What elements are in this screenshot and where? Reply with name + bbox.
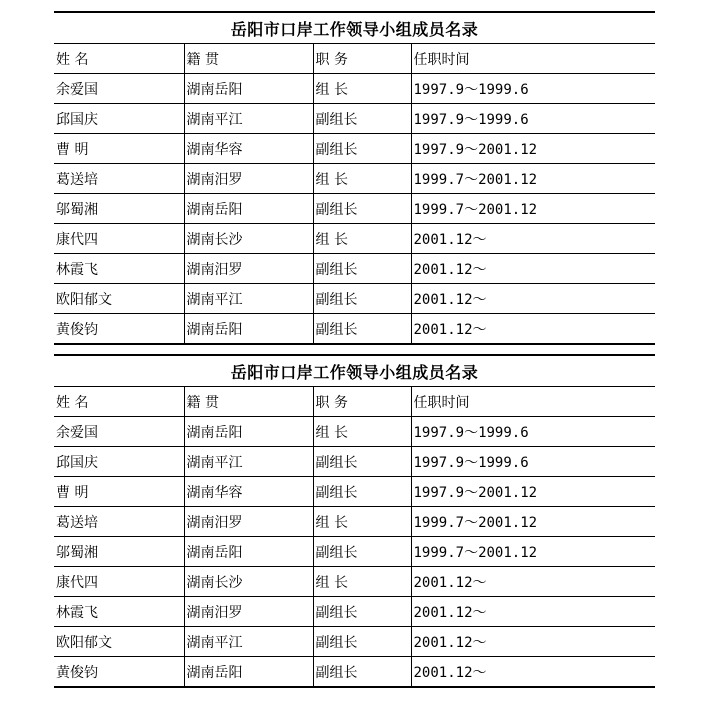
cell-origin: 湖南华容 <box>184 134 313 164</box>
cell-term: 1999.7～2001.12 <box>411 507 655 537</box>
cell-position: 组 长 <box>313 224 411 254</box>
member-table <box>54 11 655 345</box>
table-header-row <box>54 387 655 417</box>
table-row <box>54 134 655 164</box>
cell-origin: 湖南岳阳 <box>184 657 313 688</box>
cell-name: 康代四 <box>54 567 184 597</box>
cell-position: 组 长 <box>313 74 411 104</box>
cell-position: 副组长 <box>313 597 411 627</box>
cell-name: 余爱国 <box>54 74 184 104</box>
cell-term: 1999.7～2001.12 <box>411 537 655 567</box>
cell-term: 1997.9～1999.6 <box>411 447 655 477</box>
cell-origin: 湖南汨罗 <box>184 507 313 537</box>
cell-term: 2001.12～ <box>411 567 655 597</box>
column-header-name: 姓 名 <box>54 387 184 417</box>
cell-name: 葛送培 <box>54 164 184 194</box>
cell-term: 2001.12～ <box>411 657 655 688</box>
cell-name: 曹 明 <box>54 134 184 164</box>
table-title-row <box>54 12 655 44</box>
cell-term: 2001.12～ <box>411 597 655 627</box>
cell-origin: 湖南长沙 <box>184 567 313 597</box>
cell-origin: 湖南汨罗 <box>184 254 313 284</box>
cell-origin: 湖南岳阳 <box>184 314 313 345</box>
cell-origin: 湖南平江 <box>184 627 313 657</box>
table-row <box>54 224 655 254</box>
table-title: 岳阳市口岸工作领导小组成员名录 <box>54 355 655 387</box>
table-row <box>54 447 655 477</box>
cell-position: 副组长 <box>313 314 411 345</box>
table-title: 岳阳市口岸工作领导小组成员名录 <box>54 12 655 44</box>
cell-name: 林霞飞 <box>54 254 184 284</box>
cell-origin: 湖南平江 <box>184 284 313 314</box>
cell-origin: 湖南岳阳 <box>184 194 313 224</box>
table-row <box>54 597 655 627</box>
table-row <box>54 417 655 447</box>
column-header-name: 姓 名 <box>54 44 184 74</box>
member-table <box>54 354 655 688</box>
cell-term: 1997.9～2001.12 <box>411 134 655 164</box>
cell-name: 邱国庆 <box>54 104 184 134</box>
cell-name: 曹 明 <box>54 477 184 507</box>
table-row <box>54 657 655 688</box>
table-row <box>54 314 655 345</box>
table-header-row <box>54 44 655 74</box>
cell-name: 黄俊钧 <box>54 314 184 345</box>
table-title-row <box>54 355 655 387</box>
cell-origin: 湖南汨罗 <box>184 164 313 194</box>
cell-name: 康代四 <box>54 224 184 254</box>
cell-position: 副组长 <box>313 104 411 134</box>
cell-origin: 湖南岳阳 <box>184 417 313 447</box>
table-row <box>54 537 655 567</box>
cell-origin: 湖南岳阳 <box>184 537 313 567</box>
column-header-position: 职 务 <box>313 44 411 74</box>
cell-term: 1997.9～2001.12 <box>411 477 655 507</box>
cell-position: 组 长 <box>313 507 411 537</box>
table-row <box>54 627 655 657</box>
cell-term: 1997.9～1999.6 <box>411 74 655 104</box>
cell-term: 1997.9～1999.6 <box>411 104 655 134</box>
cell-position: 副组长 <box>313 447 411 477</box>
table-row <box>54 104 655 134</box>
cell-name: 邱国庆 <box>54 447 184 477</box>
cell-term: 1999.7～2001.12 <box>411 164 655 194</box>
table-row <box>54 74 655 104</box>
cell-origin: 湖南汨罗 <box>184 597 313 627</box>
cell-term: 2001.12～ <box>411 314 655 345</box>
cell-origin: 湖南岳阳 <box>184 74 313 104</box>
cell-position: 组 长 <box>313 567 411 597</box>
cell-term: 2001.12～ <box>411 254 655 284</box>
table-row <box>54 284 655 314</box>
cell-term: 2001.12～ <box>411 224 655 254</box>
cell-name: 黄俊钧 <box>54 657 184 688</box>
cell-position: 副组长 <box>313 134 411 164</box>
column-header-term: 任职时间 <box>411 387 655 417</box>
table-row <box>54 477 655 507</box>
cell-position: 副组长 <box>313 194 411 224</box>
cell-origin: 湖南平江 <box>184 447 313 477</box>
cell-origin: 湖南平江 <box>184 104 313 134</box>
cell-name: 余爱国 <box>54 417 184 447</box>
table-row <box>54 567 655 597</box>
cell-term: 1999.7～2001.12 <box>411 194 655 224</box>
cell-position: 组 长 <box>313 417 411 447</box>
cell-term: 2001.12～ <box>411 284 655 314</box>
cell-name: 欧阳郁文 <box>54 627 184 657</box>
column-header-position: 职 务 <box>313 387 411 417</box>
cell-position: 组 长 <box>313 164 411 194</box>
cell-name: 欧阳郁文 <box>54 284 184 314</box>
cell-position: 副组长 <box>313 537 411 567</box>
cell-position: 副组长 <box>313 627 411 657</box>
column-header-origin: 籍 贯 <box>184 387 313 417</box>
cell-origin: 湖南长沙 <box>184 224 313 254</box>
table-row <box>54 194 655 224</box>
column-header-term: 任职时间 <box>411 44 655 74</box>
cell-name: 邬蜀湘 <box>54 194 184 224</box>
cell-position: 副组长 <box>313 284 411 314</box>
cell-position: 副组长 <box>313 657 411 688</box>
cell-term: 1997.9～1999.6 <box>411 417 655 447</box>
cell-name: 葛送培 <box>54 507 184 537</box>
cell-origin: 湖南华容 <box>184 477 313 507</box>
cell-term: 2001.12～ <box>411 627 655 657</box>
cell-position: 副组长 <box>313 254 411 284</box>
table-row <box>54 507 655 537</box>
cell-name: 邬蜀湘 <box>54 537 184 567</box>
cell-name: 林霞飞 <box>54 597 184 627</box>
column-header-origin: 籍 贯 <box>184 44 313 74</box>
table-row <box>54 254 655 284</box>
cell-position: 副组长 <box>313 477 411 507</box>
table-row <box>54 164 655 194</box>
